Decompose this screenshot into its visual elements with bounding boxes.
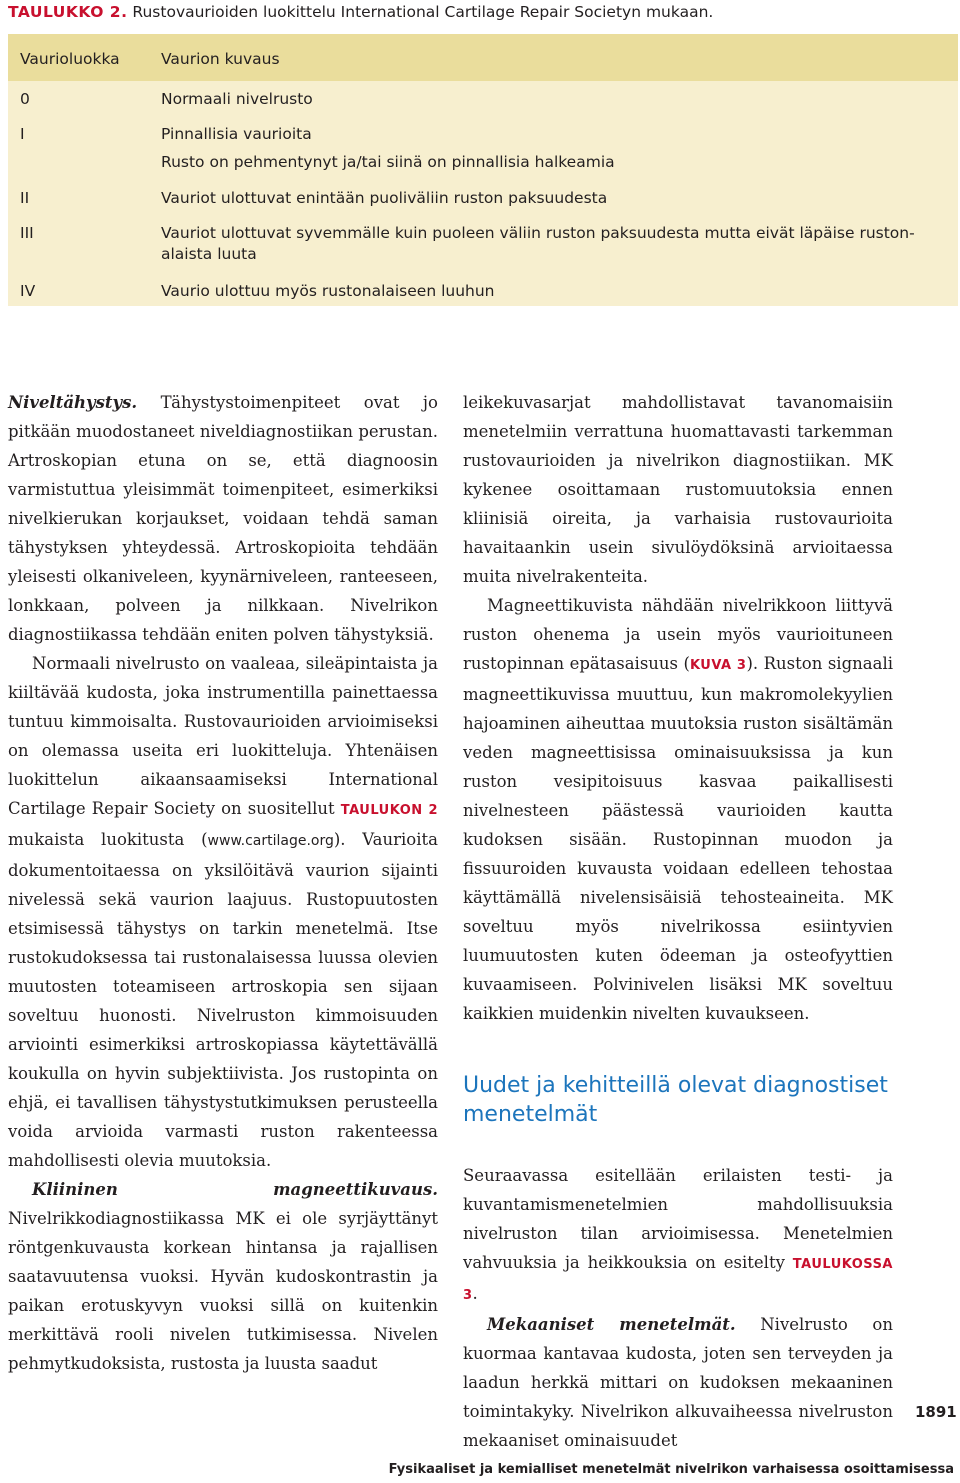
paragraph-mri-findings [463, 591, 893, 1028]
row-2-description: Rusto on pehmentynyt ja/tai siinä on pinnallisia halkeamia [161, 153, 615, 171]
row-3-grade: II [20, 189, 30, 207]
text-arthroscopy: Tähystystoimenpiteet ovat jo pitkään muodostaneet niveldiagnostiikan perustan. Artroskopian etuna on se, että diagnoosin varmistuttua yleisimmät toimenpiteet, esimerkiksi nivelkierukan korjaukset, voidaan tehdä saman tähystyksen yhteydessä. Artroskopioita tehdään yleisesti olkaniveleen, kyynärniveleen, ranteeseen, lonkkaan, polveen ja nilkkaan. Nivelrikon diagnostiikassa tehdään eniten polven tähystyksiä. [8, 393, 438, 644]
figure-3-reference[interactable]: KUVA 3 [689, 658, 747, 673]
table-caption [8, 3, 713, 21]
row-3-description: Vauriot ulottuvat enintään puoliväliin ruston paksuudesta [161, 189, 608, 207]
paragraph-cartilage-classification [8, 649, 438, 1175]
paragraph-mechanical-methods [463, 1310, 893, 1455]
paragraph-clinical-mri [8, 1175, 438, 1378]
text-classification-b: mukaista luokitusta ( [8, 830, 208, 849]
classification-table [8, 34, 958, 306]
table-3-reference[interactable]: TAULUKOSSA 3 [463, 1257, 893, 1303]
row-0-grade: 0 [20, 90, 30, 108]
paragraph-arthroscopy [8, 388, 438, 649]
left-column [8, 388, 438, 1378]
lead-arthroscopy: Niveltähystys. [8, 393, 138, 412]
text-mechanical-methods: Nivelrusto on kuormaa kantavaa kudosta, joten sen terveyden ja laadun herkkä mittari on kudoksen mekaaninen toimintakyky. Nivelrikon alkuvaiheessa nivelruston mekaaniset ominaisuudet [463, 1315, 893, 1450]
table-2-reference[interactable]: TAULUKON 2 [340, 803, 439, 818]
text-methods-intro-b: . [472, 1284, 478, 1303]
row-1-description: Pinnallisia vaurioita [161, 125, 312, 143]
table-caption-text: Rustovaurioiden luokittelu International Cartilage Repair Societyn mukaan. [132, 3, 714, 21]
text-classification-a: Normaali nivelrusto on vaaleaa, sileäpintaista ja kiiltävää kudosta, joka instrumentilla painettaessa tuntuu kimmoisalta. Rustovaurioiden arvioimiseksi on olemassa useita eri luokitteluja. Yhtenäisen luokittelun aikaansaamiseksi International Cartilage Repair Society on suositellut [8, 654, 438, 818]
row-5-grade: IV [20, 282, 36, 300]
row-4-description: Vauriot ulottuvat syvemmälle kuin puoleen väliin ruston paksuudesta mutta eivät läpäise rustonalaista luuta [161, 224, 915, 263]
row-5-description: Vaurio ulottuu myös rustonalaiseen luuhun [161, 282, 495, 300]
paragraph-mri-continued: leikekuvasarjat mahdollistavat tavanomaisiin menetelmiin verrattuna huomattavasti tarkemman rustovaurioiden ja nivelrikon diagnostiikan. MK kykenee osoittamaan rustomuutoksia ennen kliinisiä oireita, ja varhaisia rustovaurioita havaitaankin usein sivulöydöksinä arvioitaessa muita nivelrakenteita. [463, 393, 893, 586]
row-1-grade: I [20, 125, 25, 143]
table-header [8, 34, 958, 81]
right-column [463, 388, 893, 1455]
text-clinical-mri: Nivelrikkodiagnostiikassa MK ei ole syrjäyttänyt röntgenkuvausta korkean hintansa ja rajallisen saatavuutensa vuoksi. Hyvän kudoskontrastin ja paikan erotuskyvyn vuoksi sillä on kuitenkin merkittävä rooli nivelen tutkimisessa. Nivelen pehmytkudoksista, rustosta ja luusta saadut [8, 1209, 438, 1373]
section-heading: Uudet ja kehitteillä olevat diagnostiset menetelmät [463, 1073, 888, 1127]
text-mri-findings-b: ). Ruston signaali magneettikuvissa muuttuu, kun makromolekyylien hajoaminen aiheuttaa muutoksia ruston sisältämän veden magneettisissa ominaisuuksissa ja kun ruston vesipitoisuus kasvaa paikallisesti nivelnesteen päästessä vaurioiden kautta kudoksen sisään. Rustopinnan muodon ja fissuuroiden kuvausta voidaan edelleen tehostaa käyttämällä nivelensisäisiä tehosteaineita. MK soveltuu myös nivelrikossa esiintyvien luumuutosten kuten ödeeman ja osteofyyttien kuvaamiseen. Polvinivelen lisäksi MK soveltuu kaikkien muidenkin nivelten kuvaukseen. [463, 654, 893, 1023]
table-caption-label: TAULUKKO 2. [8, 3, 128, 21]
page-number: 1891 [915, 1403, 957, 1421]
lead-clinical-mri: Kliininen magneettikuvaus. [32, 1180, 438, 1199]
lead-mechanical-methods: Mekaaniset menetelmät. [487, 1315, 736, 1334]
row-4-grade: III [20, 224, 34, 242]
text-methods-intro-a: Seuraavassa esitellään erilaisten testi- ja kuvantamismenetelmien mahdollisuuksia nivelruston tilan arvioimisessa. Menetelmien vahvuuksia ja heikkouksia on esitelty [463, 1166, 893, 1272]
running-footer: Fysikaaliset ja kemialliset menetelmät nivelrikon varhaisessa osoittamisessa [388, 1462, 954, 1477]
paragraph-methods-intro [463, 1161, 893, 1310]
cartilage-url-link[interactable]: www.cartilage.org [207, 833, 334, 849]
header-description: Vaurion kuvaus [161, 50, 280, 68]
text-classification-c: ). Vaurioita dokumentoitaessa on yksilöitävä vaurion sijainti nivelessä sekä vaurion laajuus. Rustopuutosten etsimisessä tähystys on tarkin menetelmä. Itse rustokudoksessa tai rustonalaisessa luussa olevien muutosten toteamiseen artroskopia sen sijaan soveltuu huonosti. Nivelruston kimmoisuuden arviointi esimerkiksi artroskopiassa käytettävällä koukulla on hyvin subjektiivista. Jos rustopinta on ehjä, ei tavallisen tähystystutkimuksen perusteella voida arvioida varmasti ruston rakenteessa mahdollisesti olevia muutoksia. [8, 830, 438, 1170]
text-mri-findings-a: Magneettikuvista nähdään nivelrikkoon liittyvä ruston ohenema ja usein myös vaurioituneen rustopinnan epätasaisuus ( [463, 596, 893, 673]
row-0-description: Normaali nivelrusto [161, 90, 313, 108]
header-grade: Vaurioluokka [20, 50, 120, 68]
